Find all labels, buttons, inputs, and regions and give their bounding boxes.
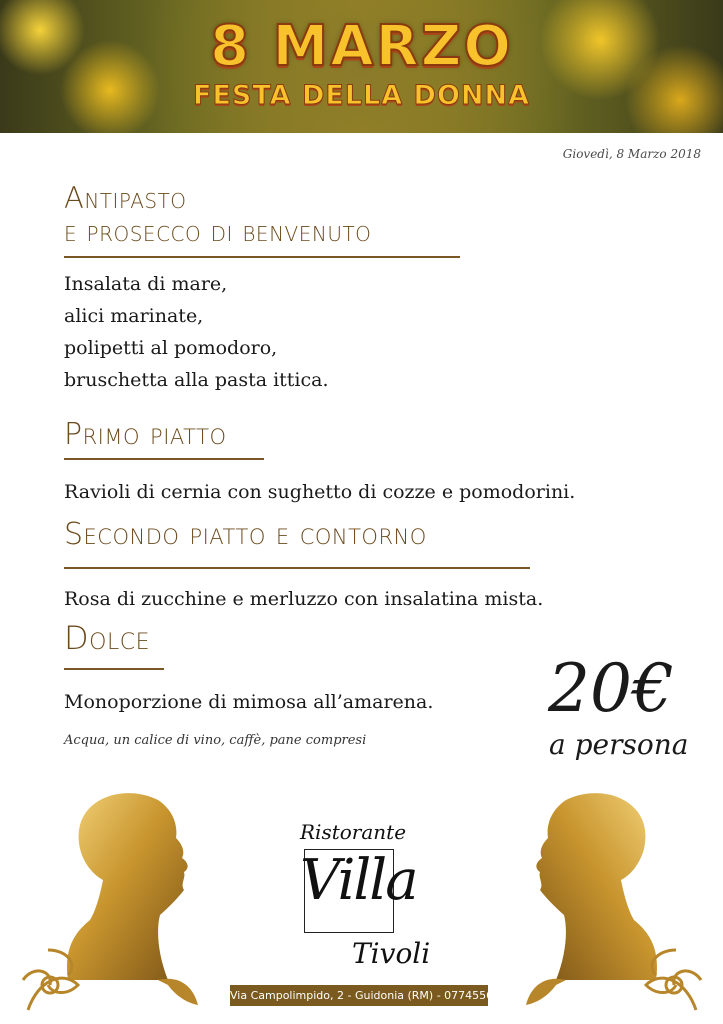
antipasto-title: Antipasto <box>64 181 187 215</box>
address-bar: Via Campolimpido, 2 - Guidonia (RM) - 0774556555 <box>230 985 488 1006</box>
logo-ristorante: Ristorante <box>300 820 407 844</box>
antipasto-list <box>64 268 329 396</box>
dolce-title: Dolce <box>64 619 150 657</box>
antipasto-divider <box>64 256 460 258</box>
logo-villa: Villa <box>300 848 417 913</box>
price-per-person: a persona <box>549 728 689 761</box>
list-item: alici marinate, <box>64 305 204 327</box>
header-banner <box>0 0 723 133</box>
list-item: Insalata di mare, <box>64 273 228 295</box>
antipasto-subtitle: e prosecco di benvenuto <box>64 215 372 248</box>
secondo-title: Secondo piatto e contorno <box>64 517 427 552</box>
event-date: Giovedì, 8 Marzo 2018 <box>562 147 701 161</box>
woman-silhouette-right-icon <box>506 780 716 1020</box>
woman-silhouette-left-icon <box>8 780 218 1020</box>
primo-title: Primo piatto <box>64 417 227 452</box>
list-item: polipetti al pomodoro, <box>64 337 278 359</box>
banner-title: 8 MARZO <box>210 14 513 79</box>
list-item: bruschetta alla pasta ittica. <box>64 369 329 391</box>
price-amount: 20€ <box>548 650 674 727</box>
included-note: Acqua, un calice di vino, caffè, pane compresi <box>64 733 367 748</box>
dolce-text: Monoporzione di mimosa all’amarena. <box>64 691 434 713</box>
secondo-text: Rosa di zucchine e merluzzo con insalatina mista. <box>64 588 544 610</box>
dolce-divider <box>64 668 164 670</box>
logo-tivoli: Tivoli <box>352 937 431 970</box>
secondo-divider <box>64 567 530 569</box>
primo-text: Ravioli di cernia con sughetto di cozze e pomodorini. <box>64 481 576 503</box>
primo-divider <box>64 458 264 460</box>
banner-subtitle: FESTA DELLA DONNA <box>193 80 530 111</box>
